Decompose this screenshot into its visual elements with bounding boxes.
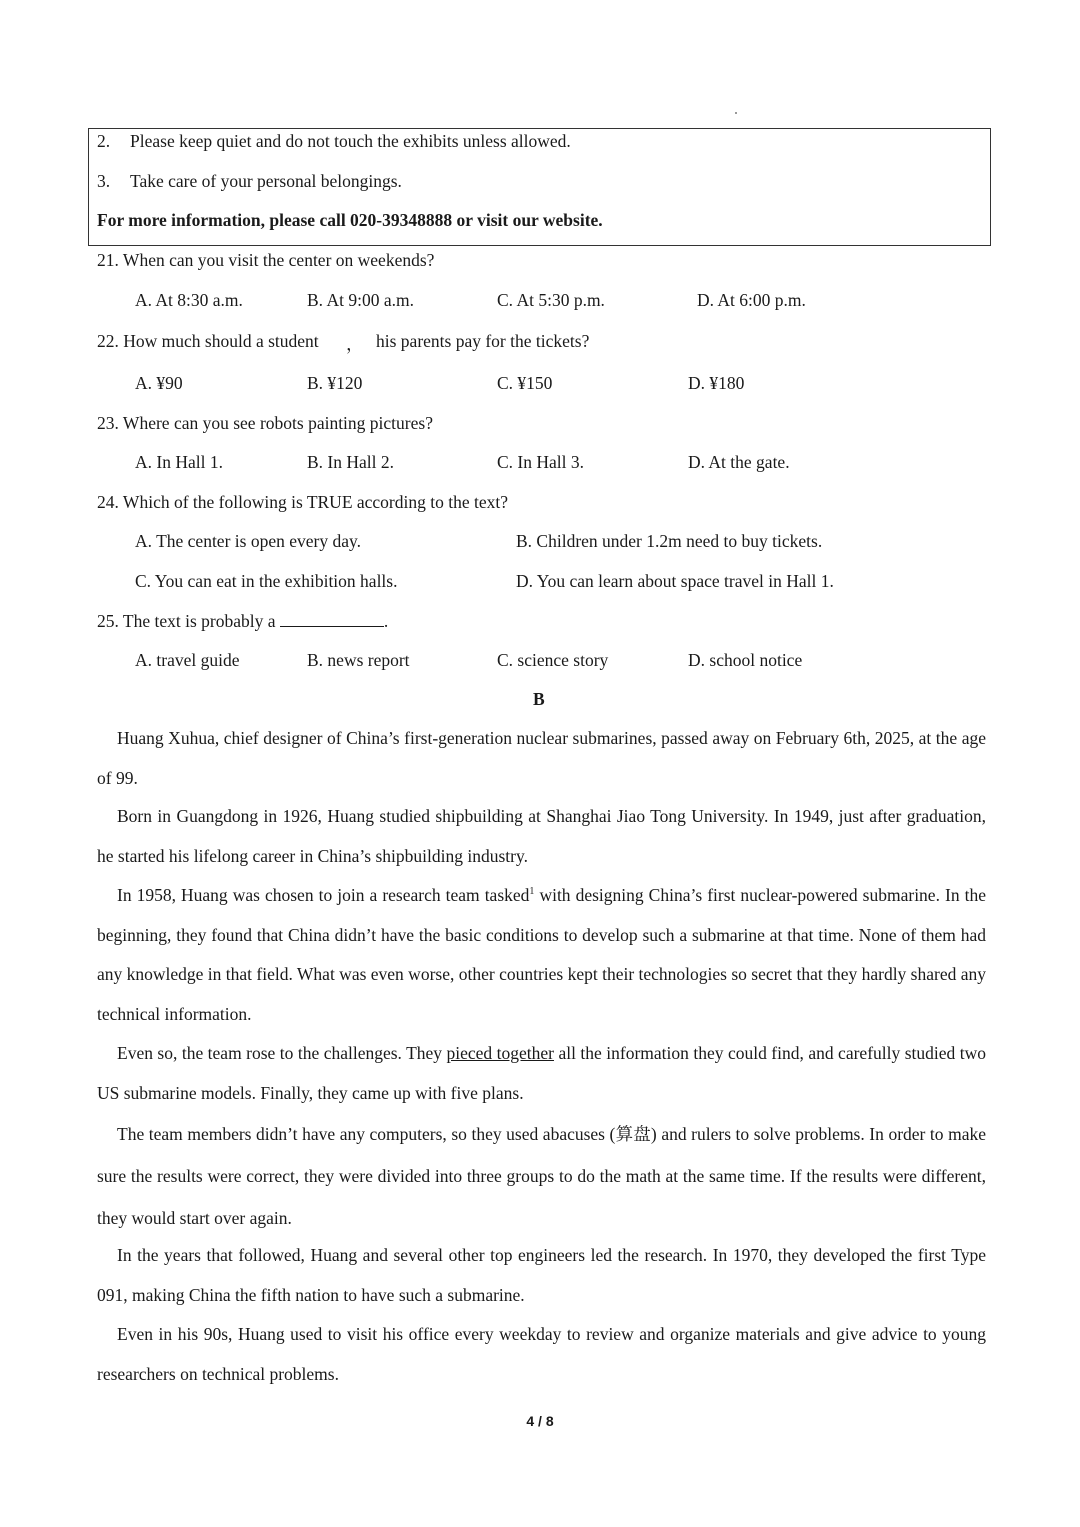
passage-p4-text-b: all the information they could find, and carefully studied two US submarine models. Finally, they came up with five plans. <box>97 1043 986 1103</box>
passage-paragraph-7 <box>97 1315 986 1394</box>
footnote-marker: 1 <box>529 886 535 898</box>
q22-option-b: B. ¥120 <box>307 373 363 393</box>
notice-rule-3-number: 3. <box>97 171 111 191</box>
q24-option-d: D. You can learn about space travel in Hall 1. <box>516 571 834 591</box>
question-25-stem <box>97 610 388 632</box>
passage-p2-text: Born in Guangdong in 1926, Huang studied shipbuilding at Shanghai Jiao Tong University. In 1949, just after graduation, he started his lifelong career in China’s shipbuilding industry. <box>97 806 986 866</box>
passage-paragraph-6 <box>97 1236 986 1315</box>
answer-blank <box>280 610 384 627</box>
passage-paragraph-1 <box>97 719 986 798</box>
q24-option-c: C. You can eat in the exhibition halls. <box>135 571 398 591</box>
question-24-stem: 24. Which of the following is TRUE according to the text? <box>97 492 509 512</box>
passage-paragraph-4 <box>97 1034 986 1113</box>
page-number: 4 / 8 <box>526 1413 554 1429</box>
q25-option-d: D. school notice <box>688 650 803 670</box>
passage-p3-text-a: In 1958, Huang was chosen to join a research team tasked <box>117 885 530 905</box>
q23-option-a: A. In Hall 1. <box>135 452 223 472</box>
passage-p7-text: Even in his 90s, Huang used to visit his office every weekday to review and organize materials and give advice to young researchers on technical problems. <box>97 1324 986 1384</box>
question-21-stem: 21. When can you visit the center on weekends? <box>97 250 435 270</box>
q21-option-d: D. At 6:00 p.m. <box>697 290 806 310</box>
notice-rule-2-number: 2. <box>97 131 111 151</box>
question-22-stem-end: his parents pay for the tickets? <box>376 331 590 351</box>
section-heading: B <box>533 689 545 709</box>
q25-option-a: A. travel guide <box>135 650 240 670</box>
passage-p4-text-a: Even so, the team rose to the challenges. They <box>117 1043 447 1063</box>
passage-paragraph-5 <box>97 1113 986 1239</box>
q21-option-b: B. At 9:00 a.m. <box>307 290 414 310</box>
q21-option-c: C. At 5:30 p.m. <box>497 290 605 310</box>
passage-paragraph-3 <box>97 876 986 1034</box>
speck <box>735 112 737 114</box>
passage-p3-text-b: with designing China’s first nuclear-powered submarine. In the beginning, they found that China didn’t have the basic conditions to develop such a submarine at that time. None of them had any knowledge in that field. What was even worse, other countries kept their technologies so secret that they hardly shared any technical information. <box>97 885 986 1024</box>
passage-p5-text: The team members didn’t have any computers, so they used abacuses (算盘) and rulers to solve problems. In order to make sure the results were correct, they were divided into three groups to do the math at the same time. If the results were different, they would start over again. <box>97 1124 986 1228</box>
question-23-stem: 23. Where can you see robots painting pictures? <box>97 413 433 433</box>
q25-option-b: B. news report <box>307 650 410 670</box>
q24-option-b: B. Children under 1.2m need to buy tickets. <box>516 531 823 551</box>
question-22-comma: ， <box>346 334 364 354</box>
q22-option-c: C. ¥150 <box>497 373 553 393</box>
notice-more-info: For more information, please call 020-39348888 or visit our website. <box>97 210 603 230</box>
q23-option-d: D. At the gate. <box>688 452 790 472</box>
question-22-stem-start: 22. How much should a student <box>97 331 319 351</box>
passage-paragraph-2 <box>97 797 986 876</box>
q22-option-d: D. ¥180 <box>688 373 745 393</box>
notice-rule-3: Take care of your personal belongings. <box>130 171 402 191</box>
notice-rule-2: Please keep quiet and do not touch the exhibits unless allowed. <box>130 131 571 151</box>
question-25-stem-end: . <box>383 611 389 631</box>
q23-option-c: C. In Hall 3. <box>497 452 585 472</box>
q22-option-a: A. ¥90 <box>135 373 183 393</box>
q23-option-b: B. In Hall 2. <box>307 452 395 472</box>
q24-option-a: A. The center is open every day. <box>135 531 361 551</box>
q25-option-c: C. science story <box>497 650 609 670</box>
underlined-phrase: pieced together <box>446 1043 554 1063</box>
question-25-stem-text: 25. The text is probably a <box>97 611 276 631</box>
q21-option-a: A. At 8:30 a.m. <box>135 290 243 310</box>
passage-p6-text: In the years that followed, Huang and several other top engineers led the research. In 1970, they developed the first Type 091, making China the fifth nation to have such a submarine. <box>97 1245 986 1305</box>
passage-p1-text: Huang Xuhua, chief designer of China’s first-generation nuclear submarines, passed away on February 6th, 2025, at the age of 99. <box>97 728 986 788</box>
